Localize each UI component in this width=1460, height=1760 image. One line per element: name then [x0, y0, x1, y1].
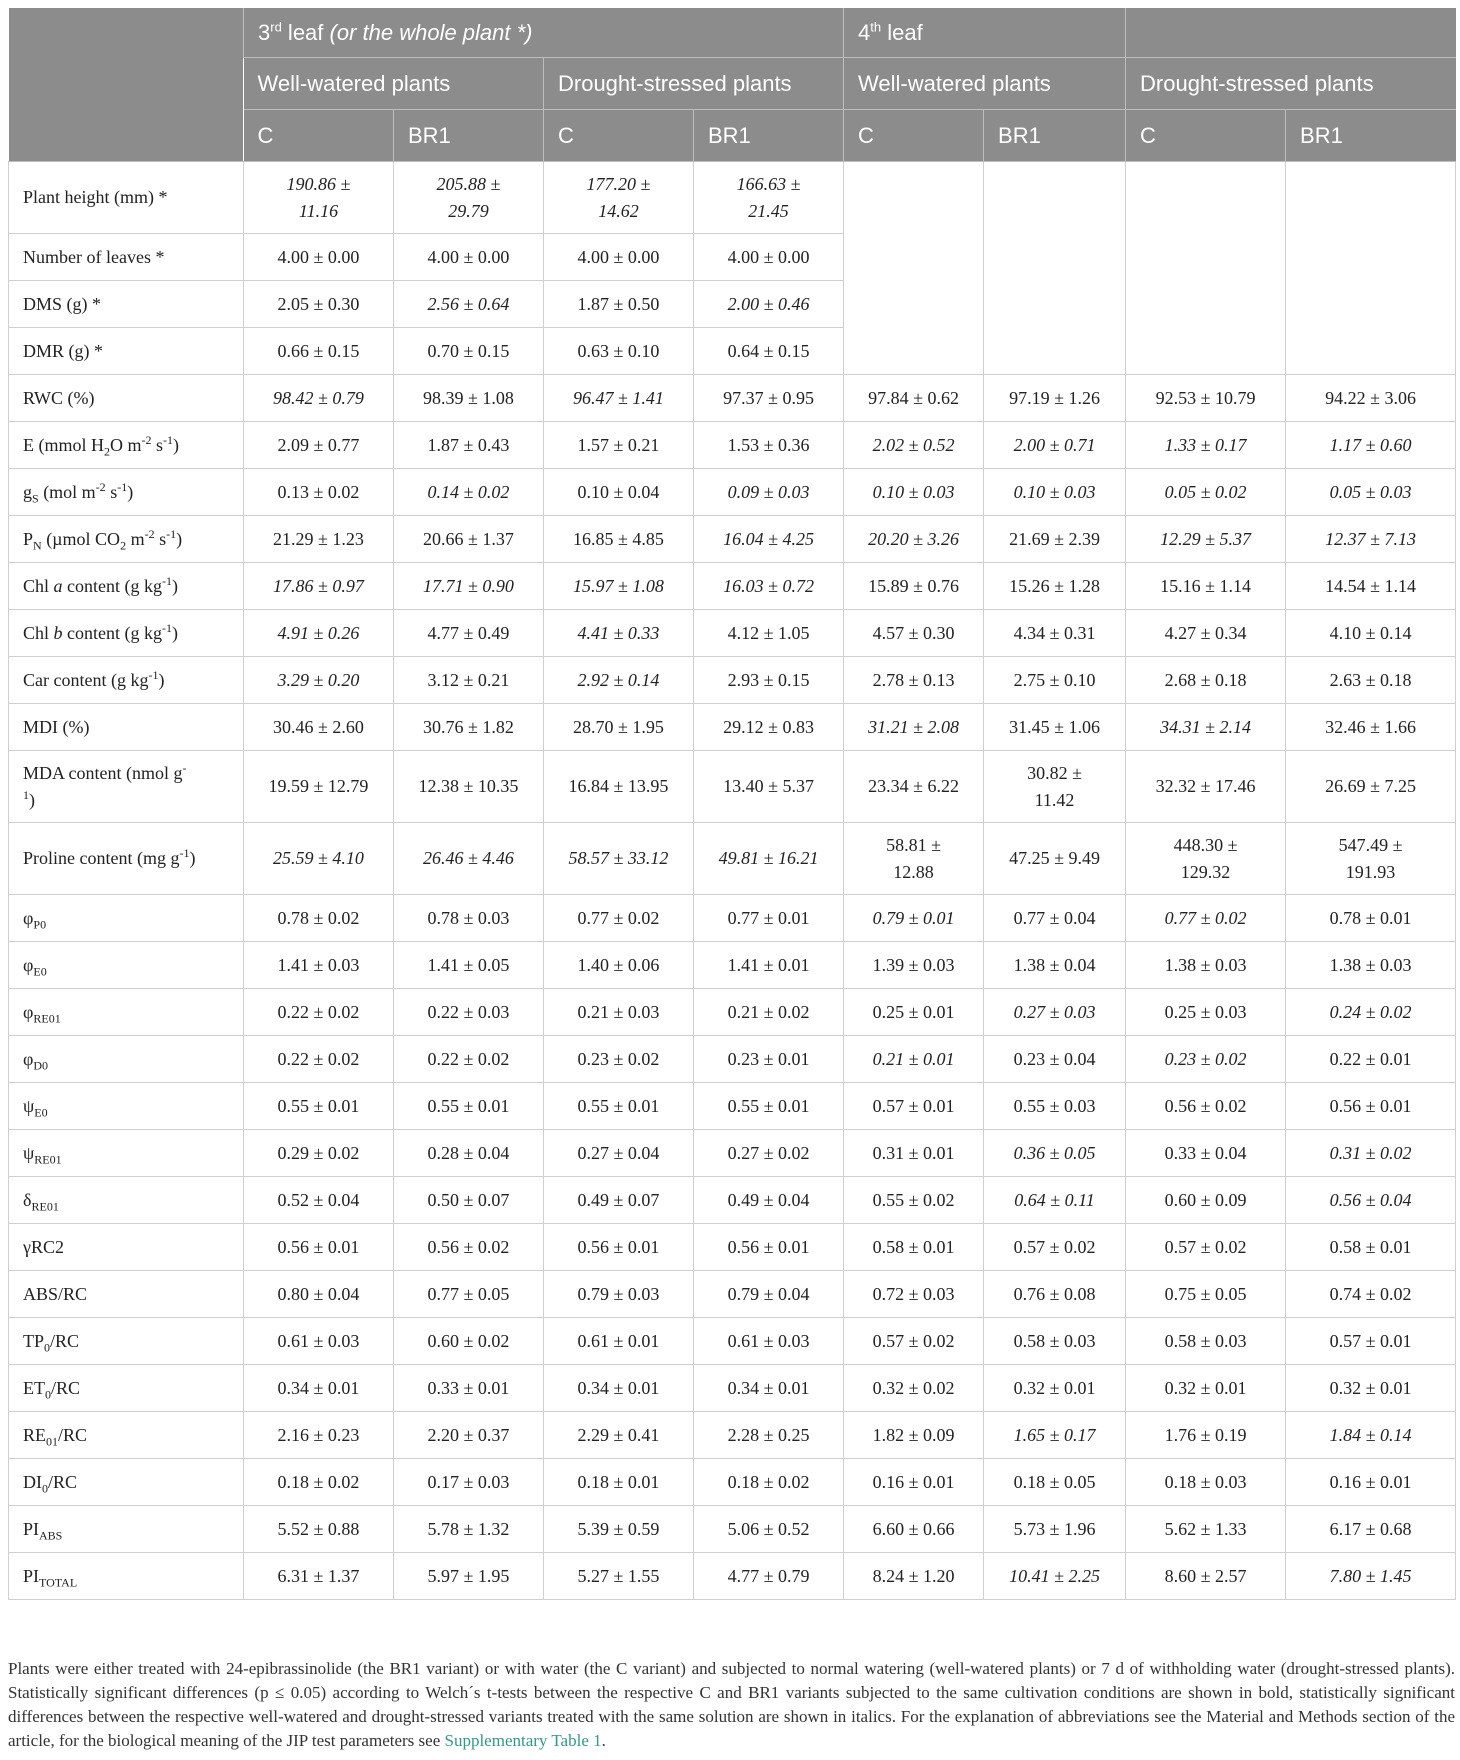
table-row — [9, 516, 1456, 563]
table-cell: 0.74 ± 0.02 — [1286, 1271, 1456, 1318]
table-cell: 0.14 ± 0.02 — [394, 469, 544, 516]
caption-end: . — [601, 1731, 606, 1750]
table-cell: 49.81 ± 16.21 — [694, 823, 844, 895]
table-row — [9, 751, 1456, 823]
table-cell: 0.58 ± 0.01 — [1286, 1224, 1456, 1271]
table-cell: 0.29 ± 0.02 — [244, 1130, 394, 1177]
table-cell: 547.49 ± 191.93 — [1286, 823, 1456, 895]
table-cell: 4.77 ± 0.49 — [394, 610, 544, 657]
table-cell: 5.73 ± 1.96 — [984, 1506, 1126, 1553]
table-row — [9, 1506, 1456, 1553]
table-cell: 20.20 ± 3.26 — [844, 516, 984, 563]
table-cell: 5.27 ± 1.55 — [544, 1553, 694, 1600]
table-cell: 2.63 ± 0.18 — [1286, 657, 1456, 704]
table-cell: 0.23 ± 0.04 — [984, 1036, 1126, 1083]
table-cell: 0.18 ± 0.05 — [984, 1459, 1126, 1506]
table-cell: 0.80 ± 0.04 — [244, 1271, 394, 1318]
table-cell: 0.56 ± 0.01 — [694, 1224, 844, 1271]
table-cell: 190.86 ± 11.16 — [244, 162, 394, 234]
table-cell: 0.55 ± 0.01 — [694, 1083, 844, 1130]
table-cell: 0.10 ± 0.04 — [544, 469, 694, 516]
table-cell: 2.00 ± 0.46 — [694, 281, 844, 328]
table-cell: 0.22 ± 0.03 — [394, 989, 544, 1036]
corner-header — [9, 8, 244, 162]
table-cell: 7.80 ± 1.45 — [1286, 1553, 1456, 1600]
table-cell: 4.00 ± 0.00 — [244, 234, 394, 281]
table-cell: 0.31 ± 0.01 — [844, 1130, 984, 1177]
table-cell: 1.38 ± 0.03 — [1126, 942, 1286, 989]
table-cell: 1.39 ± 0.03 — [844, 942, 984, 989]
row-label: $\psi_{E0}$ — [9, 1083, 244, 1130]
table-cell: 4.27 ± 0.34 — [1126, 610, 1286, 657]
table-cell: 0.77 ± 0.01 — [694, 895, 844, 942]
table-cell: 8.60 ± 2.57 — [1126, 1553, 1286, 1600]
table-cell: 30.76 ± 1.82 — [394, 704, 544, 751]
table-cell: 0.34 ± 0.01 — [544, 1365, 694, 1412]
row-label: $\varphi_{P0}$ — [9, 895, 244, 942]
table-cell: 31.21 ± 2.08 — [844, 704, 984, 751]
table-cell: 94.22 ± 3.06 — [1286, 375, 1456, 422]
table-cell: 0.36 ± 0.05 — [984, 1130, 1126, 1177]
table-cell: 1.53 ± 0.36 — [694, 422, 844, 469]
table-caption — [8, 1657, 1455, 1753]
table-cell: 0.58 ± 0.03 — [1126, 1318, 1286, 1365]
row-label: Car content (g $kg^{-1}$) — [9, 657, 244, 704]
table-cell: 15.16 ± 1.14 — [1126, 563, 1286, 610]
table-cell: 0.13 ± 0.02 — [244, 469, 394, 516]
table-cell: 0.32 ± 0.01 — [984, 1365, 1126, 1412]
table-row — [9, 1412, 1456, 1459]
row-label: Plant height (mm) * — [9, 162, 244, 234]
table-cell: 0.33 ± 0.04 — [1126, 1130, 1286, 1177]
table-cell: 3.29 ± 0.20 — [244, 657, 394, 704]
table-cell: 2.29 ± 0.41 — [544, 1412, 694, 1459]
row-label: $DI_0/RC$ — [9, 1459, 244, 1506]
table-row — [9, 1083, 1456, 1130]
table-cell: 0.52 ± 0.04 — [244, 1177, 394, 1224]
row-label: Proline content (mg $g^{-1}$) — [9, 823, 244, 895]
table-cell: 0.16 ± 0.01 — [844, 1459, 984, 1506]
table-cell: 4.00 ± 0.00 — [694, 234, 844, 281]
table-cell: 0.25 ± 0.03 — [1126, 989, 1286, 1036]
group-header-3rd-leaf: 3rd leaf (or the whole plant *) — [244, 8, 844, 58]
table-cell: 0.31 ± 0.02 — [1286, 1130, 1456, 1177]
table-cell: 0.55 ± 0.01 — [544, 1083, 694, 1130]
table-cell: 4.10 ± 0.14 — [1286, 610, 1456, 657]
table-cell: 1.76 ± 0.19 — [1126, 1412, 1286, 1459]
row-label: $P_N$ (µmol $CO_2$ $m^{-2}$ $s^{-1}$) — [9, 516, 244, 563]
table-cell: 0.34 ± 0.01 — [244, 1365, 394, 1412]
table-cell: 1.33 ± 0.17 — [1126, 422, 1286, 469]
table-cell: 2.78 ± 0.13 — [844, 657, 984, 704]
table-cell: 30.82 ± 11.42 — [984, 751, 1126, 823]
table-cell: 0.64 ± 0.11 — [984, 1177, 1126, 1224]
row-label: $\psi_{RE01}$ — [9, 1130, 244, 1177]
table-cell: 0.64 ± 0.15 — [694, 328, 844, 375]
table-cell: 0.32 ± 0.01 — [1286, 1365, 1456, 1412]
table-cell: 0.27 ± 0.03 — [984, 989, 1126, 1036]
table-cell: 0.57 ± 0.02 — [844, 1318, 984, 1365]
table-cell: 0.23 ± 0.01 — [694, 1036, 844, 1083]
supplementary-link[interactable]: Supplementary Table 1 — [444, 1731, 602, 1750]
row-label: $\varphi_{D0}$ — [9, 1036, 244, 1083]
table-cell: 0.63 ± 0.10 — [544, 328, 694, 375]
table-cell: 13.40 ± 5.37 — [694, 751, 844, 823]
table-cell: 15.97 ± 1.08 — [544, 563, 694, 610]
table-row — [9, 469, 1456, 516]
table-cell: 10.41 ± 2.25 — [984, 1553, 1126, 1600]
row-label: $PI_{ABS}$ — [9, 1506, 244, 1553]
table-cell: 2.56 ± 0.64 — [394, 281, 544, 328]
table-cell: 12.29 ± 5.37 — [1126, 516, 1286, 563]
table-cell: 47.25 ± 9.49 — [984, 823, 1126, 895]
table-cell: 8.24 ± 1.20 — [844, 1553, 984, 1600]
table-cell: 0.55 ± 0.01 — [244, 1083, 394, 1130]
table-cell: 5.39 ± 0.59 — [544, 1506, 694, 1553]
table-row — [9, 1036, 1456, 1083]
table-cell: 5.78 ± 1.32 — [394, 1506, 544, 1553]
table-cell: 166.63 ± 21.45 — [694, 162, 844, 234]
table-row — [9, 1459, 1456, 1506]
table-cell: 4.00 ± 0.00 — [544, 234, 694, 281]
table-cell: 97.84 ± 0.62 — [844, 375, 984, 422]
table-cell: 0.21 ± 0.02 — [694, 989, 844, 1036]
table-cell: 58.57 ± 33.12 — [544, 823, 694, 895]
row-label: $PI_{TOTAL}$ — [9, 1553, 244, 1600]
table-cell: 16.84 ± 13.95 — [544, 751, 694, 823]
table-cell: 0.79 ± 0.01 — [844, 895, 984, 942]
table-row — [9, 1553, 1456, 1600]
table-cell: 1.57 ± 0.21 — [544, 422, 694, 469]
table-row — [9, 942, 1456, 989]
row-label: Chl a content (g $kg^{-1}$) — [9, 563, 244, 610]
table-cell: 0.66 ± 0.15 — [244, 328, 394, 375]
row-label: $RE_{01}/RC$ — [9, 1412, 244, 1459]
table-cell: 0.18 ± 0.02 — [694, 1459, 844, 1506]
table-cell: 58.81 ± 12.88 — [844, 823, 984, 895]
condition-header: Drought-stressed plants — [1126, 58, 1456, 110]
table-cell: 0.56 ± 0.02 — [1126, 1083, 1286, 1130]
table-cell: 32.32 ± 17.46 — [1126, 751, 1286, 823]
row-label: MDA content (nmol g- $^1$) — [9, 751, 244, 823]
table-cell: 21.29 ± 1.23 — [244, 516, 394, 563]
table-cell: 0.55 ± 0.01 — [394, 1083, 544, 1130]
table-cell: 5.97 ± 1.95 — [394, 1553, 544, 1600]
table-cell: 6.31 ± 1.37 — [244, 1553, 394, 1600]
table-cell: 1.87 ± 0.50 — [544, 281, 694, 328]
table-cell: 0.76 ± 0.08 — [984, 1271, 1126, 1318]
row-label: $TP_0/RC$ — [9, 1318, 244, 1365]
row-label: MDI (%) — [9, 704, 244, 751]
table-cell: 0.56 ± 0.02 — [394, 1224, 544, 1271]
group-header-4th-leaf: 4th leaf — [844, 8, 1126, 58]
table-cell: 2.28 ± 0.25 — [694, 1412, 844, 1459]
table-cell: 1.82 ± 0.09 — [844, 1412, 984, 1459]
table-cell: 0.70 ± 0.15 — [394, 328, 544, 375]
table-row — [9, 704, 1456, 751]
table-cell: 3.12 ± 0.21 — [394, 657, 544, 704]
table-row — [9, 162, 1456, 234]
table-cell: 0.34 ± 0.01 — [694, 1365, 844, 1412]
table-row — [9, 422, 1456, 469]
table-cell: 0.33 ± 0.01 — [394, 1365, 544, 1412]
table-cell: 12.38 ± 10.35 — [394, 751, 544, 823]
table-cell: 0.60 ± 0.09 — [1126, 1177, 1286, 1224]
table-cell: 0.23 ± 0.02 — [1126, 1036, 1286, 1083]
caption-text: Plants were either treated with 24-epibrassinolide (the BR1 variant) or with water (the C variant) and subjected to normal watering (well-watered plants) or 7 d of withholding water (drought-stressed plants). Statistically significant differences (p ≤ 0.05) according to Welch´s t-tests between the respective C and BR1 variants subjected to the same cultivation conditions are shown in bold, statistically significant differences between the respective well-watered and drought-stressed variants treated with the same solution are shown in italics. For the explanation of abbreviations see the Material and Methods section of the article, for the biological meaning of the JIP test parameters see — [8, 1659, 1455, 1750]
table-cell: 0.79 ± 0.04 — [694, 1271, 844, 1318]
table-cell: 0.22 ± 0.02 — [244, 1036, 394, 1083]
empty-cell — [984, 162, 1126, 375]
table-cell: 92.53 ± 10.79 — [1126, 375, 1286, 422]
table-cell: 0.50 ± 0.07 — [394, 1177, 544, 1224]
table-cell: 0.55 ± 0.03 — [984, 1083, 1126, 1130]
row-label: $ET_0/RC$ — [9, 1365, 244, 1412]
table-cell: 29.12 ± 0.83 — [694, 704, 844, 751]
table-cell: 1.84 ± 0.14 — [1286, 1412, 1456, 1459]
table-cell: 0.22 ± 0.01 — [1286, 1036, 1456, 1083]
table-container — [8, 8, 1455, 1600]
table-cell: 30.46 ± 2.60 — [244, 704, 394, 751]
table-cell: 0.27 ± 0.02 — [694, 1130, 844, 1177]
row-label: $\varphi_{RE01}$ — [9, 989, 244, 1036]
table-cell: 1.41 ± 0.05 — [394, 942, 544, 989]
table-cell: 16.04 ± 4.25 — [694, 516, 844, 563]
table-cell: 0.17 ± 0.03 — [394, 1459, 544, 1506]
table-cell: 0.77 ± 0.04 — [984, 895, 1126, 942]
table-cell: 2.68 ± 0.18 — [1126, 657, 1286, 704]
table-row — [9, 563, 1456, 610]
empty-cell — [1126, 162, 1286, 375]
table-cell: 2.92 ± 0.14 — [544, 657, 694, 704]
table-cell: 0.22 ± 0.02 — [244, 989, 394, 1036]
table-cell: 16.03 ± 0.72 — [694, 563, 844, 610]
results-table — [8, 8, 1456, 1600]
table-cell: 19.59 ± 12.79 — [244, 751, 394, 823]
table-cell: 96.47 ± 1.41 — [544, 375, 694, 422]
table-cell: 0.32 ± 0.01 — [1126, 1365, 1286, 1412]
table-cell: 1.41 ± 0.01 — [694, 942, 844, 989]
table-cell: 205.88 ± 29.79 — [394, 162, 544, 234]
variant-header: C — [544, 110, 694, 162]
table-body — [9, 162, 1456, 1600]
row-label: γRC2 — [9, 1224, 244, 1271]
table-row — [9, 375, 1456, 422]
group-header-empty — [1126, 8, 1456, 58]
table-cell: 0.18 ± 0.03 — [1126, 1459, 1286, 1506]
table-row — [9, 1130, 1456, 1177]
table-cell: 26.69 ± 7.25 — [1286, 751, 1456, 823]
empty-cell — [844, 162, 984, 375]
row-label: E (mmol $H_2O$ $m^{-2}$ $s^{-1}$) — [9, 422, 244, 469]
table-cell: 0.56 ± 0.01 — [544, 1224, 694, 1271]
condition-header: Well-watered plants — [844, 58, 1126, 110]
table-row — [9, 1365, 1456, 1412]
table-cell: 0.05 ± 0.02 — [1126, 469, 1286, 516]
table-cell: 0.60 ± 0.02 — [394, 1318, 544, 1365]
variant-header: BR1 — [394, 110, 544, 162]
variant-header: BR1 — [984, 110, 1126, 162]
table-cell: 23.34 ± 6.22 — [844, 751, 984, 823]
table-cell: 15.26 ± 1.28 — [984, 563, 1126, 610]
table-cell: 0.24 ± 0.02 — [1286, 989, 1456, 1036]
table-cell: 1.87 ± 0.43 — [394, 422, 544, 469]
table-cell: 0.78 ± 0.02 — [244, 895, 394, 942]
table-cell: 2.05 ± 0.30 — [244, 281, 394, 328]
table-cell: 0.79 ± 0.03 — [544, 1271, 694, 1318]
table-cell: 5.52 ± 0.88 — [244, 1506, 394, 1553]
table-cell: 17.71 ± 0.90 — [394, 563, 544, 610]
table-cell: 0.57 ± 0.01 — [844, 1083, 984, 1130]
table-cell: 2.75 ± 0.10 — [984, 657, 1126, 704]
table-cell: 1.17 ± 0.60 — [1286, 422, 1456, 469]
table-cell: 0.10 ± 0.03 — [844, 469, 984, 516]
table-row — [9, 989, 1456, 1036]
table-cell: 17.86 ± 0.97 — [244, 563, 394, 610]
table-cell: 15.89 ± 0.76 — [844, 563, 984, 610]
table-cell: 34.31 ± 2.14 — [1126, 704, 1286, 751]
table-cell: 21.69 ± 2.39 — [984, 516, 1126, 563]
table-cell: 0.57 ± 0.02 — [984, 1224, 1126, 1271]
row-label: DMR (g) * — [9, 328, 244, 375]
table-cell: 1.41 ± 0.03 — [244, 942, 394, 989]
table-cell: 5.06 ± 0.52 — [694, 1506, 844, 1553]
table-cell: 0.58 ± 0.03 — [984, 1318, 1126, 1365]
table-cell: 0.78 ± 0.03 — [394, 895, 544, 942]
variant-header: C — [244, 110, 394, 162]
table-cell: 6.17 ± 0.68 — [1286, 1506, 1456, 1553]
table-cell: 6.60 ± 0.66 — [844, 1506, 984, 1553]
variant-header: C — [1126, 110, 1286, 162]
condition-header: Drought-stressed plants — [544, 58, 844, 110]
table-cell: 0.49 ± 0.07 — [544, 1177, 694, 1224]
table-cell: 0.75 ± 0.05 — [1126, 1271, 1286, 1318]
table-cell: 0.56 ± 0.04 — [1286, 1177, 1456, 1224]
variant-header: BR1 — [694, 110, 844, 162]
table-cell: 1.38 ± 0.03 — [1286, 942, 1456, 989]
table-cell: 25.59 ± 4.10 — [244, 823, 394, 895]
table-row — [9, 823, 1456, 895]
table-cell: 20.66 ± 1.37 — [394, 516, 544, 563]
table-cell: 4.41 ± 0.33 — [544, 610, 694, 657]
table-cell: 26.46 ± 4.46 — [394, 823, 544, 895]
table-cell: 0.49 ± 0.04 — [694, 1177, 844, 1224]
table-row — [9, 1271, 1456, 1318]
table-cell: 0.23 ± 0.02 — [544, 1036, 694, 1083]
table-row — [9, 657, 1456, 704]
table-cell: 0.78 ± 0.01 — [1286, 895, 1456, 942]
table-cell: 2.00 ± 0.71 — [984, 422, 1126, 469]
row-label: ABS/RC — [9, 1271, 244, 1318]
table-cell: 2.20 ± 0.37 — [394, 1412, 544, 1459]
table-cell: 4.91 ± 0.26 — [244, 610, 394, 657]
table-cell: 0.61 ± 0.03 — [694, 1318, 844, 1365]
table-cell: 0.27 ± 0.04 — [544, 1130, 694, 1177]
table-cell: 0.72 ± 0.03 — [844, 1271, 984, 1318]
table-cell: 0.32 ± 0.02 — [844, 1365, 984, 1412]
condition-header: Well-watered plants — [244, 58, 544, 110]
table-cell: 98.42 ± 0.79 — [244, 375, 394, 422]
table-cell: 97.19 ± 1.26 — [984, 375, 1126, 422]
table-row — [9, 895, 1456, 942]
table-cell: 0.10 ± 0.03 — [984, 469, 1126, 516]
table-cell: 0.21 ± 0.03 — [544, 989, 694, 1036]
table-cell: 1.65 ± 0.17 — [984, 1412, 1126, 1459]
table-cell: 31.45 ± 1.06 — [984, 704, 1126, 751]
table-cell: 0.77 ± 0.02 — [544, 895, 694, 942]
table-cell: 0.28 ± 0.04 — [394, 1130, 544, 1177]
variant-header: C — [844, 110, 984, 162]
row-label: $\varphi_{E0}$ — [9, 942, 244, 989]
table-cell: 0.16 ± 0.01 — [1286, 1459, 1456, 1506]
row-label: Number of leaves * — [9, 234, 244, 281]
table-cell: 0.56 ± 0.01 — [1286, 1083, 1456, 1130]
table-cell: 0.57 ± 0.01 — [1286, 1318, 1456, 1365]
table-cell: 0.55 ± 0.02 — [844, 1177, 984, 1224]
table-cell: 177.20 ± 14.62 — [544, 162, 694, 234]
row-label: RWC (%) — [9, 375, 244, 422]
table-cell: 32.46 ± 1.66 — [1286, 704, 1456, 751]
table-cell: 1.40 ± 0.06 — [544, 942, 694, 989]
table-cell: 12.37 ± 7.13 — [1286, 516, 1456, 563]
table-row — [9, 1177, 1456, 1224]
table-cell: 2.09 ± 0.77 — [244, 422, 394, 469]
table-cell: 0.61 ± 0.01 — [544, 1318, 694, 1365]
table-row — [9, 1318, 1456, 1365]
row-label: $\delta_{RE01}$ — [9, 1177, 244, 1224]
table-cell: 98.39 ± 1.08 — [394, 375, 544, 422]
row-label: $g_S$ (mol $m^{-2}$ $s^{-1}$) — [9, 469, 244, 516]
table-cell: 14.54 ± 1.14 — [1286, 563, 1456, 610]
table-cell: 0.25 ± 0.01 — [844, 989, 984, 1036]
table-cell: 0.57 ± 0.02 — [1126, 1224, 1286, 1271]
table-cell: 5.62 ± 1.33 — [1126, 1506, 1286, 1553]
table-cell: 0.05 ± 0.03 — [1286, 469, 1456, 516]
table-cell: 4.12 ± 1.05 — [694, 610, 844, 657]
table-cell: 0.22 ± 0.02 — [394, 1036, 544, 1083]
table-cell: 4.00 ± 0.00 — [394, 234, 544, 281]
table-row — [9, 610, 1456, 657]
table-cell: 2.16 ± 0.23 — [244, 1412, 394, 1459]
row-label: DMS (g) * — [9, 281, 244, 328]
table-cell: 2.93 ± 0.15 — [694, 657, 844, 704]
table-cell: 0.61 ± 0.03 — [244, 1318, 394, 1365]
table-cell: 1.38 ± 0.04 — [984, 942, 1126, 989]
table-cell: 2.02 ± 0.52 — [844, 422, 984, 469]
table-cell: 0.18 ± 0.01 — [544, 1459, 694, 1506]
table-cell: 0.58 ± 0.01 — [844, 1224, 984, 1271]
variant-header: BR1 — [1286, 110, 1456, 162]
table-cell: 0.56 ± 0.01 — [244, 1224, 394, 1271]
table-cell: 448.30 ± 129.32 — [1126, 823, 1286, 895]
table-cell: 4.77 ± 0.79 — [694, 1553, 844, 1600]
table-cell: 4.34 ± 0.31 — [984, 610, 1126, 657]
table-row — [9, 1224, 1456, 1271]
table-cell: 0.77 ± 0.02 — [1126, 895, 1286, 942]
table-cell: 0.09 ± 0.03 — [694, 469, 844, 516]
table-cell: 0.77 ± 0.05 — [394, 1271, 544, 1318]
table-cell: 0.18 ± 0.02 — [244, 1459, 394, 1506]
empty-cell — [1286, 162, 1456, 375]
table-cell: 16.85 ± 4.85 — [544, 516, 694, 563]
row-label: Chl b content (g $kg^{-1}$) — [9, 610, 244, 657]
table-cell: 4.57 ± 0.30 — [844, 610, 984, 657]
table-cell: 97.37 ± 0.95 — [694, 375, 844, 422]
table-cell: 28.70 ± 1.95 — [544, 704, 694, 751]
table-cell: 0.21 ± 0.01 — [844, 1036, 984, 1083]
